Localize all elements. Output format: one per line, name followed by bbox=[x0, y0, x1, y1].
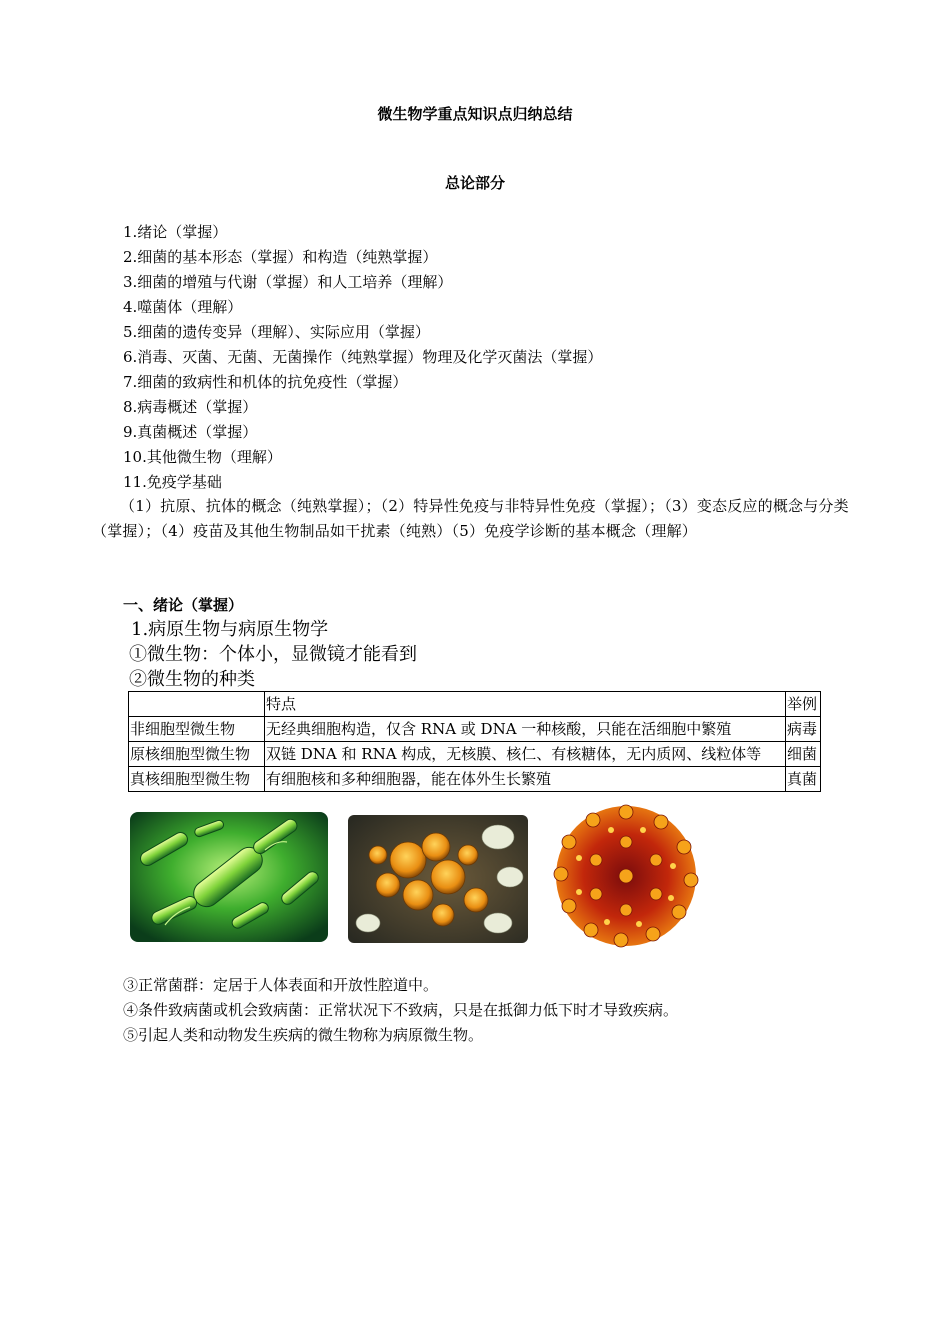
table-header-row bbox=[129, 692, 821, 717]
outline-item: 4.噬菌体（理解） bbox=[123, 298, 243, 316]
table-cell: 病毒 bbox=[786, 717, 821, 742]
outline-item: 5.细菌的遗传变异（理解）、实际应用（掌握） bbox=[123, 323, 430, 341]
table-row bbox=[129, 767, 821, 792]
table-cell: 真菌 bbox=[786, 767, 821, 792]
note-item: ⑤引起人类和动物发生疾病的微生物称为病原微生物。 bbox=[123, 1026, 484, 1044]
outline-item: 7.细菌的致病性和机体的抗免疫性（掌握） bbox=[123, 373, 408, 391]
outline-item: 3.细菌的增殖与代谢（掌握）和人工培养（理解） bbox=[123, 273, 453, 291]
table-cell: 真核细胞型微生物 bbox=[129, 767, 265, 792]
outline-item: 1.绪论（掌握） bbox=[123, 223, 228, 241]
table-row bbox=[129, 717, 821, 742]
outline-item: 9.真菌概述（掌握） bbox=[123, 423, 258, 441]
table-cell: 原核细胞型微生物 bbox=[129, 742, 265, 767]
outline-item: 10.其他微生物（理解） bbox=[123, 448, 282, 466]
outline-item: 2.细菌的基本形态（掌握）和构造（纯熟掌握） bbox=[123, 248, 438, 266]
notes-list bbox=[123, 973, 678, 1048]
bacteria-image bbox=[130, 812, 328, 942]
virus-image bbox=[551, 802, 701, 950]
microbe-types-table bbox=[128, 691, 821, 792]
outline-item: 6.消毒、灭菌、无菌、无菌操作（纯熟掌握）物理及化学灭菌法（掌握） bbox=[123, 348, 603, 366]
outline-item: 8.病毒概述（掌握） bbox=[123, 398, 258, 416]
subheading: 1.病原生物与病原生物学 bbox=[131, 619, 329, 640]
table-cell: 双链 DNA 和 RNA 构成，无核膜、核仁、有核糖体，无内质网、线粒体等 bbox=[265, 742, 786, 767]
section-title: 总论部分 bbox=[444, 174, 505, 192]
note-item: ③正常菌群：定居于人体表面和开放性腔道中。 bbox=[123, 976, 439, 994]
note-item: ④条件致病菌或机会致病菌：正常状况下不致病，只是在抵御力低下时才导致疾病。 bbox=[123, 1001, 679, 1019]
chapter-heading: 一、绪论（掌握） bbox=[123, 596, 244, 614]
table-cell: 有细胞核和多种细胞器，能在体外生长繁殖 bbox=[265, 767, 786, 792]
table-header-cell bbox=[129, 692, 265, 717]
outline-item: 11.免疫学基础 bbox=[123, 473, 222, 491]
table-cell: 无经典细胞构造，仅含 RNA 或 DNA 一种核酸，只能在活细胞中繁殖 bbox=[265, 717, 786, 742]
definition-item: ②微生物的种类 bbox=[129, 669, 255, 690]
table-header-cell: 特点 bbox=[265, 692, 786, 717]
table-cell: 非细胞型微生物 bbox=[129, 717, 265, 742]
fungi-image bbox=[348, 815, 528, 943]
definition-item: ①微生物：个体小，显微镜才能看到 bbox=[129, 644, 417, 665]
outline-list bbox=[123, 220, 602, 495]
immunology-paragraph: （1）抗原、抗体的概念（纯熟掌握）；（2）特异性免疫与非特异性免疫（掌握）；（3）变态反应的概念与分类（掌握）；（4）疫苗及其他生物制品如干扰素（纯熟）（5）免疫学诊断的基本概念（理解） bbox=[92, 497, 849, 540]
table-cell: 细菌 bbox=[786, 742, 821, 767]
document-title: 微生物学重点知识点归纳总结 bbox=[377, 105, 573, 123]
table-row bbox=[129, 742, 821, 767]
table-header-cell: 举例 bbox=[786, 692, 821, 717]
